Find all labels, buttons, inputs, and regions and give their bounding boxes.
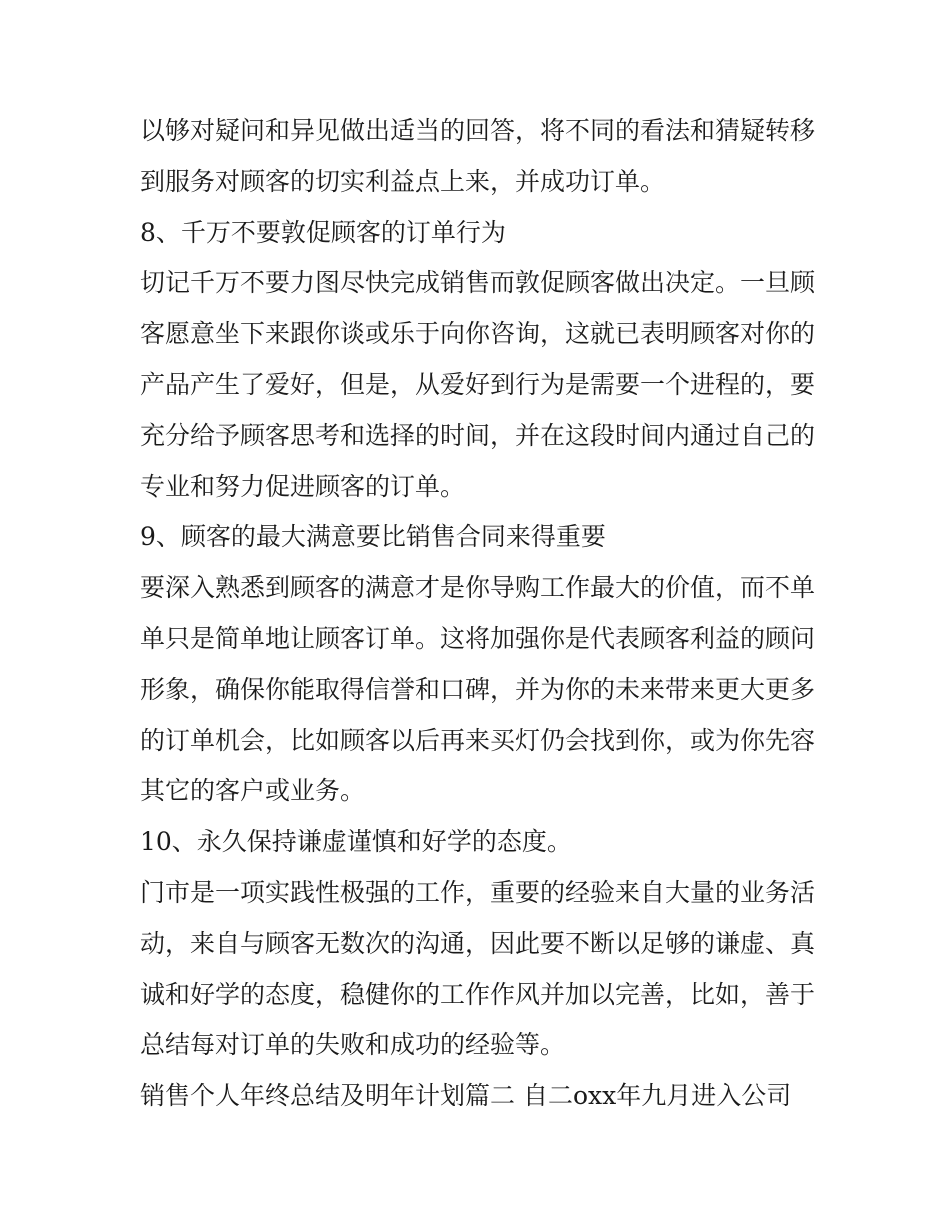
paragraph-line: 诚和好学的态度，稳健你的工作作风并加以完善，比如，善于	[140, 979, 816, 1009]
section-heading-8: 8、千万不要敦促顾客的订单行为	[140, 217, 506, 247]
paragraph-line: 产品产生了爱好，但是，从爱好到行为是需要一个进程的，要	[140, 369, 816, 399]
paragraph-line: 切记千万不要力图尽快完成销售而敦促顾客做出决定。一旦顾	[140, 268, 816, 298]
paragraph-line: 总结每对订单的失败和成功的经验等。	[140, 1030, 566, 1060]
paragraph-line: 动，来自与顾客无数次的沟通，因此要不断以足够的谦虚、真	[140, 928, 816, 958]
paragraph-line: 到服务对顾客的切实利益点上来，并成功订单。	[140, 166, 666, 196]
paragraph-line: 销售个人年终总结及明年计划篇二 自二oxx年九月进入公司	[140, 1081, 792, 1111]
paragraph-line: 单只是简单地让顾客订单。这将加强你是代表顾客利益的顾问	[140, 623, 816, 653]
section-heading-10: 10、永久保持谦虚谨慎和好学的态度。	[140, 827, 572, 857]
paragraph-line: 其它的客户或业务。	[140, 776, 366, 806]
paragraph-line: 的订单机会，比如顾客以后再来买灯仍会找到你，或为你先容	[140, 725, 816, 755]
paragraph-line: 客愿意坐下来跟你谈或乐于向你咨询，这就已表明顾客对你的	[140, 319, 816, 349]
paragraph-line: 充分给予顾客思考和选择的时间，并在这段时间内通过自己的	[140, 420, 816, 450]
paragraph-line: 要深入熟悉到顾客的满意才是你导购工作最大的价值，而不单	[140, 573, 816, 603]
section-heading-9: 9、顾客的最大满意要比销售合同来得重要	[140, 522, 606, 552]
paragraph-line: 专业和努力促进顾客的订单。	[140, 471, 466, 501]
document-body	[140, 106, 820, 1122]
paragraph-line: 形象，确保你能取得信誉和口碑，并为你的未来带来更大更多	[140, 674, 816, 704]
paragraph-line: 以够对疑问和异见做出适当的回答，将不同的看法和猜疑转移	[140, 116, 816, 145]
paragraph-line: 门市是一项实践性极强的工作，重要的经验来自大量的业务活	[140, 877, 816, 907]
